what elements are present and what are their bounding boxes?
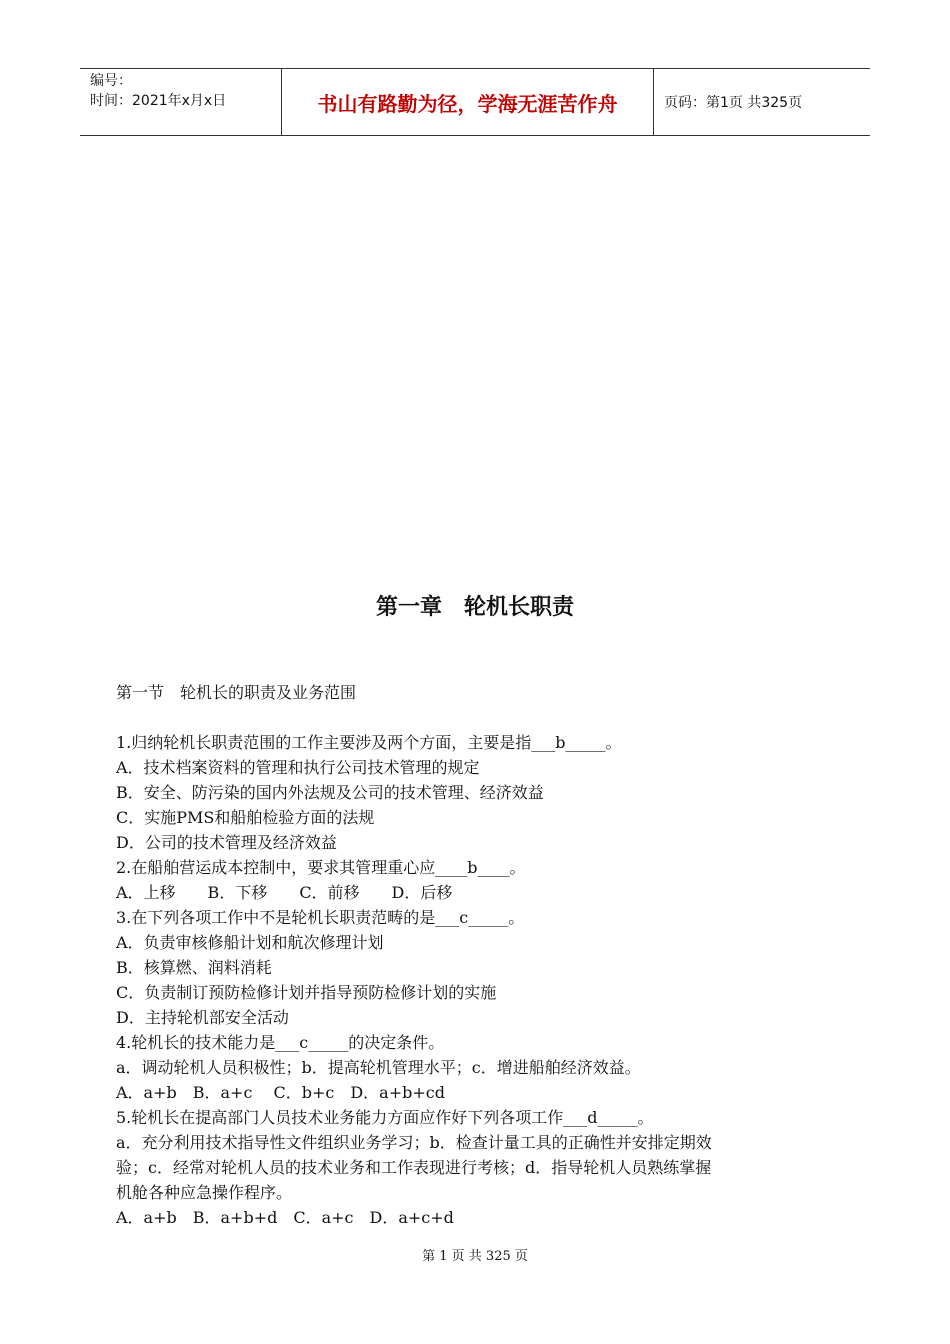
text-line: 验；c．经常对轮机人员的技术业务和工作表现进行考核；d．指导轮机人员熟练掌握 <box>116 1158 712 1177</box>
header-motto <box>282 69 654 135</box>
text-line: A．上移 B．下移 C．前移 D．后移 <box>116 883 453 902</box>
text-line: a．调动轮机人员积极性；b．提高轮机管理水平；c．增进船舶经济效益。 <box>116 1058 641 1077</box>
header-page-info <box>654 69 870 135</box>
number-label: 编号： <box>90 73 132 89</box>
text-line: 4.轮机长的技术能力是___c_____的决定条件。 <box>116 1033 445 1052</box>
page-info-text: 页码：第1页 共325页 <box>664 95 803 111</box>
text-line: A．负责审核修船计划和航次修理计划 <box>116 933 384 952</box>
text-line: a．充分利用技术指导性文件组织业务学习；b．检查计量工具的正确性并安排定期效 <box>116 1133 712 1152</box>
text-line: B．安全、防污染的国内外法规及公司的技术管理、经济效益 <box>116 783 544 802</box>
page-header <box>80 68 870 136</box>
text-line: 1.归纳轮机长职责范围的工作主要涉及两个方面，主要是指___b_____。 <box>116 733 622 752</box>
chapter-title: 第一章 轮机长职责 <box>375 595 574 620</box>
text-line: C．实施PMS和船舶检验方面的法规 <box>116 808 375 827</box>
text-line: 3.在下列各项工作中不是轮机长职责范畴的是___c_____。 <box>116 908 525 927</box>
header-meta <box>80 69 282 135</box>
motto-text: 书山有路勤为径，学海无涯苦作舟 <box>317 91 618 116</box>
section-title: 第一节 轮机长的职责及业务范围 <box>116 683 357 702</box>
text-line: C．负责制订预防检修计划并指导预防检修计划的实施 <box>116 983 497 1002</box>
text-line: A．a+b B．a+c C．b+c D．a+b+cd <box>116 1083 445 1102</box>
text-line: 2.在船舶营运成本控制中，要求其管理重心应____b____。 <box>116 858 526 877</box>
text-line: D．公司的技术管理及经济效益 <box>116 833 337 852</box>
text-line: 机舱各种应急操作程序。 <box>116 1183 293 1202</box>
text-line: A．a+b B．a+b+d C．a+c D．a+c+d <box>116 1208 454 1227</box>
page-footer: 第 1 页 共 325 页 <box>422 1249 528 1264</box>
time-label: 时间：2021年x月x日 <box>90 93 227 109</box>
text-line: A．技术档案资料的管理和执行公司技术管理的规定 <box>116 758 480 777</box>
text-line: D．主持轮机部安全活动 <box>116 1008 289 1027</box>
text-line: 5.轮机长在提高部门人员技术业务能力方面应作好下列各项工作___d_____。 <box>116 1108 654 1127</box>
question-content <box>116 730 828 1230</box>
text-line: B．核算燃、润料消耗 <box>116 958 272 977</box>
